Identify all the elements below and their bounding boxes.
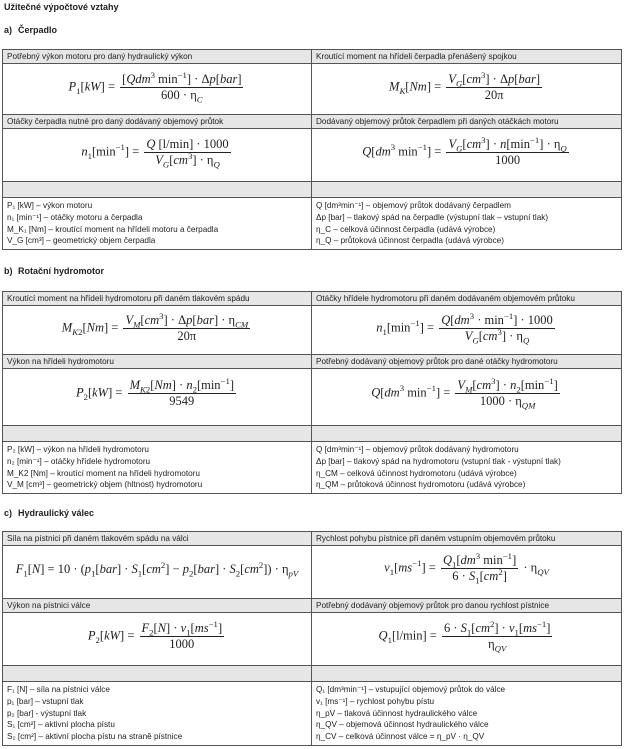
pump-speed-formula: $n_1[\min^{-1}]$ = $\frac{Q [l/\min] \cdot 1000}{V_G[cm^3] \cdot \eta_Q}$: [3, 129, 312, 182]
cylinder-force-header: Síla na pístnici při daném tlakovém spádu na válci: [3, 532, 312, 546]
hydromotor-flow-formula: $Q[dm^3$ $\min^{-1}$] = $\frac{V_M[cm^3] \cdot n_2[\min^{-1}]}{1000 \cdot \eta_{QM}}$: [312, 369, 622, 426]
legend-item: F₁ [N] – síla na pístnici válce: [7, 685, 110, 694]
hydromotor-torque-header: Kroutící moment na hřídeli hydromotoru při daném tlakovém spádu: [3, 292, 312, 306]
legend-item: V_G [cm³] – geometrický objem čerpadla: [7, 236, 156, 246]
hydromotor-spacer-left: [3, 426, 312, 442]
pump-formulas-table: [2, 49, 622, 250]
legend-item: v₁ [ms⁻¹] – rychlost pohybu pístu: [316, 696, 435, 706]
cylinder-flow-formula: $Q_1[l/\min]$ = $\frac{6 \cdot S_1[cm^2] \cdot v_1[ms^{-1}]}{\eta_{QV}}$: [312, 613, 622, 666]
pump-motor-power-formula: $P_1[kW]$ = $\frac{[Qdm^3 \min^{-1}] \cdot \Delta p[bar]}{600 \cdot \eta_C}$: [3, 64, 312, 115]
hydromotor-formulas-table: [2, 291, 622, 494]
legend-item: n₁ [min⁻¹] – otáčky motoru a čerpadla: [7, 212, 143, 222]
hydromotor-legend-left: [3, 442, 312, 494]
legend-item: p₁ [bar] – vstupní tlak: [7, 696, 84, 706]
pump-flow-formula: $Q[dm^3$ $\min^{-1}$] = $\frac{V_G[cm^3] \cdot n[\min^{-1}] \cdot \eta_Q}{1000}$: [312, 129, 622, 182]
legend-item: n₂ [min⁻¹] – otáčky hřídele hydromotoru: [7, 456, 151, 466]
cylinder-legend-left: [3, 682, 312, 746]
cylinder-force-formula: $F_1[N] = 10 \cdot (p_1[bar] \cdot S_1[cm^2] - p_2[bar] \cdot S_2[cm^2]) \cdot \eta_{pV}$: [3, 546, 312, 599]
legend-item: η_pV – tlaková účinnost hydraulického válce: [316, 708, 478, 718]
legend-item: M_K₁ [Nm] – kroutící moment na hřídeli motoru a čerpadla: [7, 224, 219, 234]
hydromotor-speed-header: Otáčky hřídele hydromotoru při daném dodávaném objemovém průtoku: [312, 292, 622, 306]
cylinder-spacer-right: [312, 666, 622, 682]
hydromotor-torque-formula: $M_{K2}[Nm]$ = $\frac{V_M[cm^3] \cdot \Delta p[bar] \cdot \eta_{CM}}{20\pi}$: [3, 306, 312, 355]
legend-item: η_CM – celková účinnost hydromotoru (udává výrobce): [316, 468, 517, 478]
hydromotor-spacer-right: [312, 426, 622, 442]
legend-item: Δp [bar] – tlakový spád na čerpadle (výstupní tlak – vstupní tlak): [316, 212, 549, 222]
section-a-heading: a) Čerpadlo: [4, 25, 58, 35]
legend-item: M_K2 [Nm] – kroutící moment na hřídeli hydromotoru: [7, 468, 200, 478]
legend-item: η_CV – celková účinnost válce = η_pV · η_QV: [316, 732, 485, 742]
hydromotor-speed-formula: $n_1[\min^{-1}]$ = $\frac{Q[dm^3 \cdot \min^{-1}] \cdot 1000}{V_G[cm^3] \cdot \eta_Q}$: [312, 306, 622, 355]
page-title: Užitečné výpočtové vztahy: [4, 2, 119, 12]
hydromotor-power-formula: $P_2[kW]$ = $\frac{M_{K2}[Nm] \cdot n_2[\min^{-1}]}{9549}$: [3, 369, 312, 426]
pump-torque-formula: $M_K[Nm]$ = $\frac{V_G[cm^3] \cdot \Delta p[bar]}{20\pi}$: [312, 64, 622, 115]
cylinder-velocity-header: Rychlost pohybu pístnice při daném vstupním objemovém průtoku: [312, 532, 622, 546]
cylinder-spacer-left: [3, 666, 312, 682]
legend-item: η_Q – průtoková účinnost čerpadla (udává výrobce): [316, 236, 504, 246]
legend-item: Δp [bar] – tlakový spád na hydromotoru (vstupní tlak - výstupní tlak): [316, 456, 561, 466]
legend-item: S₁ [cm²] – aktivní plocha pístu: [7, 720, 115, 730]
legend-item: η_C – celková účinnost čerpadla (udává výrobce): [316, 224, 496, 234]
legend-item: η_QV – objemová účinnost hydraulického válce: [316, 720, 489, 730]
section-c-heading: c) Hydraulický válec: [4, 508, 95, 518]
cylinder-power-formula: $P_2[kW]$ = $\frac{F_2[N] \cdot v_1[ms^{-1}]}{1000}$: [3, 613, 312, 666]
pump-speed-header: Otáčky čerpadla nutné pro daný dodávaný objemový průtok: [3, 115, 312, 129]
legend-item: Q₁ [dm³min⁻¹] – vstupující objemový průtok do válce: [316, 685, 506, 694]
cylinder-power-header: Výkon na pístnici válce: [3, 599, 312, 613]
legend-item: P₂ [kW] – výkon na hřídeli hydromotoru: [7, 445, 149, 454]
legend-item: η_QM – průtoková účinnost hydromotoru (udává výrobce): [316, 480, 526, 490]
pump-legend-left: [3, 198, 312, 250]
legend-item: p₂ [bar] - výstupní tlak: [7, 708, 87, 718]
cylinder-formulas-table: [2, 531, 622, 746]
hydromotor-power-header: Výkon na hřídeli hydromotoru: [3, 355, 312, 369]
pump-flow-header: Dodávaný objemový průtok čerpadlem při daných otáčkách motoru: [312, 115, 622, 129]
pump-spacer-left: [3, 182, 312, 198]
pump-legend-right: [312, 198, 622, 250]
pump-motor-power-header: Potřebný výkon motoru pro daný hydraulický výkon: [3, 50, 312, 64]
pump-torque-header: Kroutící moment na hřídeli čerpadla přenášený spojkou: [312, 50, 622, 64]
cylinder-velocity-formula: $v_1[ms^{-1}]$ = $\frac{Q_1[dm^3 \min^{-1}]}{6 \cdot S_1[cm^2]}$ · $\eta_{QV}$: [312, 546, 622, 599]
legend-item: V_M [cm³] – geometrický objem (hltnost) hydromotoru: [7, 480, 203, 490]
legend-item: S₂ [cm²] – aktivní plocha pístu na straně pístnice: [7, 732, 183, 742]
hydromotor-flow-header: Potřebný dodávaný objemový průtok pro dané otáčky hydromotoru: [312, 355, 622, 369]
section-b-heading: b) Rotační hydromotor: [4, 266, 105, 276]
legend-item: Q [dm³min⁻¹] – objemový průtok dodávaný hydromotoru: [316, 445, 519, 454]
pump-spacer-right: [312, 182, 622, 198]
legend-item: P₁ [kW] – výkon motoru: [7, 201, 93, 210]
legend-item: Q [dm³min⁻¹] – objemový průtok dodávaný čerpadlem: [316, 201, 511, 210]
cylinder-legend-right: [312, 682, 622, 746]
hydromotor-legend-right: [312, 442, 622, 494]
cylinder-flow-header: Potřebný dodávaný objemový průtok pro danou rychlost pístnice: [312, 599, 622, 613]
